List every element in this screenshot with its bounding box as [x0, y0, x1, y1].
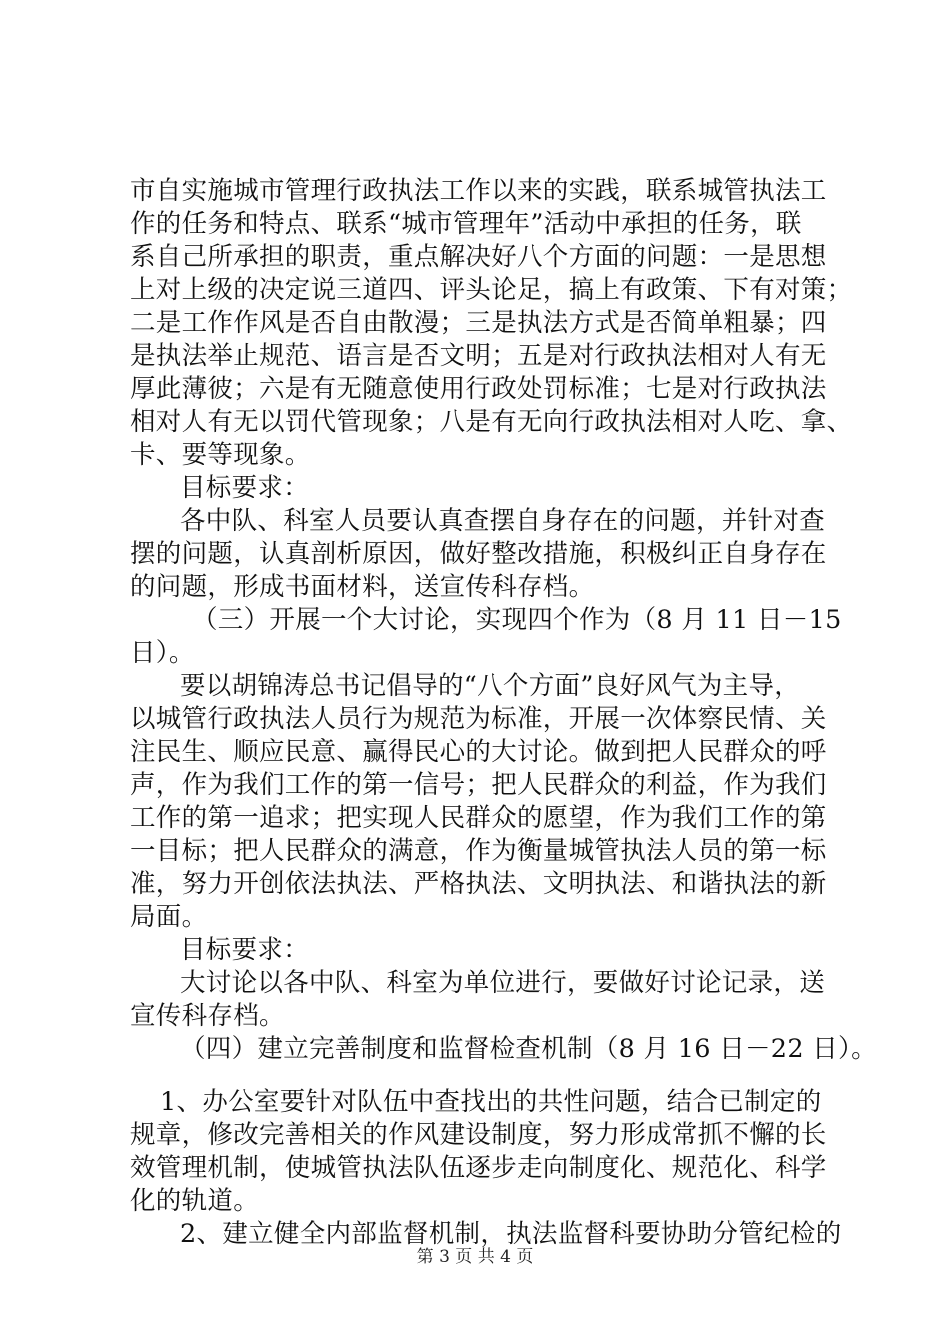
text-line-26: 宣传科存档。 [130, 1001, 285, 1031]
subheading-goal-2: 目标要求： [180, 935, 310, 965]
text-line-4: 上对上级的决定说三道四、评头论足，搞上有政策、下有对策； [130, 275, 853, 305]
text-line-17: 以城管行政执法人员行为规范为标准，开展一次体察民情、关 [130, 704, 827, 734]
text-line-32: 2、建立健全内部监督机制，执法监督科要协助分管纪检的 [180, 1219, 842, 1249]
text-line-12: 摆的问题，认真剖析原因，做好整改措施，积极纠正自身存在 [130, 539, 827, 569]
subheading-goal-1: 目标要求： [180, 473, 310, 503]
text-line-18: 注民生、顺应民意、赢得民心的大讨论。做到把人民群众的呼 [130, 737, 827, 767]
section-heading-3: （三）开展一个大讨论，实现四个作为（8 月 11 日－15 [192, 605, 842, 635]
text-line-25: 大讨论以各中队、科室为单位进行，要做好讨论记录，送 [180, 968, 826, 998]
page-footer: 第 3 页 共 4 页 [416, 1247, 534, 1267]
text-line-13: 的问题，形成书面材料，送宣传科存档。 [130, 572, 595, 602]
text-line-29: 规章，修改完善相关的作风建设制度，努力形成常抓不懈的长 [130, 1120, 827, 1150]
text-line-30: 效管理机制，使城管执法队伍逐步走向制度化、规范化、科学 [130, 1153, 827, 1183]
text-line-23: 局面。 [130, 902, 208, 932]
section-heading-4: （四）建立完善制度和监督检查机制（8 月 16 日－22 日）。 [180, 1034, 877, 1064]
text-line-2: 作的任务和特点、联系“城市管理年”活动中承担的任务，联 [130, 209, 802, 239]
text-line-31: 化的轨道。 [130, 1186, 260, 1216]
text-line-3: 系自己所承担的职责，重点解决好八个方面的问题：一是思想 [130, 242, 827, 272]
text-line-21: 一目标；把人民群众的满意，作为衡量城管执法人员的第一标 [130, 836, 827, 866]
text-line-9: 卡、要等现象。 [130, 440, 311, 470]
text-line-19: 声，作为我们工作的第一信号；把人民群众的利益，作为我们 [130, 770, 827, 800]
text-line-1: 市自实施城市管理行政执法工作以来的实践，联系城管执法工 [130, 176, 827, 206]
text-line-8: 相对人有无以罚代管现象；八是有无向行政执法相对人吃、拿、 [130, 407, 853, 437]
text-line-22: 准，努力开创依法执法、严格执法、文明执法、和谐执法的新 [130, 869, 827, 899]
text-line-6: 是执法举止规范、语言是否文明；五是对行政执法相对人有无 [130, 341, 827, 371]
text-line-20: 工作的第一追求；把实现人民群众的愿望，作为我们工作的第 [130, 803, 827, 833]
text-line-28: 1、办公室要针对队伍中查找出的共性问题，结合已制定的 [160, 1087, 822, 1117]
text-line-5: 二是工作作风是否自由散漫；三是执法方式是否简单粗暴；四 [130, 308, 827, 338]
text-line-16: 要以胡锦涛总书记倡导的“八个方面”良好风气为主导， [180, 671, 801, 701]
text-line-7: 厚此薄彼；六是有无随意使用行政处罚标准；七是对行政执法 [130, 374, 827, 404]
text-line-15: 日）。 [130, 638, 195, 668]
text-line-11: 各中队、科室人员要认真查摆自身存在的问题，并针对查 [180, 506, 826, 536]
